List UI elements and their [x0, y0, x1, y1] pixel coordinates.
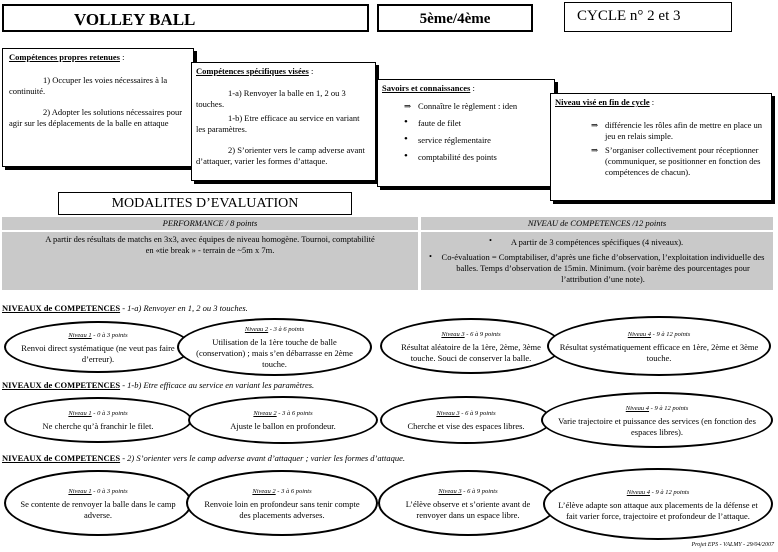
savoirs-title: Savoirs et connaissances — [382, 83, 471, 93]
competences-propres-item-2: 2) Adopter les solutions nécessaires pour agir sur les déplacements de la balle en attaque — [9, 107, 183, 128]
level-points: - 3 à 6 points — [268, 326, 305, 333]
niveau-vise-item: ⇒ différencie les rôles afin de mettre en place un jeu en relais simple. — [589, 120, 767, 142]
row-heading-1a — [2, 303, 248, 314]
level-text: Se contente de renvoyer la balle dans le camp adverse. — [20, 498, 176, 520]
competences-specifiques-item-2: 1-b) Etre efficace au service en variant les paramètres. — [196, 113, 360, 134]
heading-bold: NIVEAUX de COMPETENCES — [2, 303, 121, 313]
colon: : — [119, 52, 125, 62]
level-points: - 9 à 12 points — [650, 488, 690, 496]
level-text: Résultat systématiquement efficace en 1ère, 2ème et 3ème touche. — [559, 341, 759, 363]
page-title: VOLLEY BALL — [74, 10, 196, 29]
row-heading-2 — [2, 453, 405, 464]
level-text: L’élève adapte son attaque aux placements de la défense et fait varier force, trajectoire et profondeur de l’attaque. — [558, 499, 758, 521]
level-label: Niveau 3 — [441, 330, 465, 338]
competences-text-panel — [421, 232, 773, 290]
level-label: Niveau 2 — [253, 410, 277, 417]
savoirs-box — [377, 79, 555, 187]
level-ellipse-1b-2 — [188, 396, 378, 444]
competences-specifiques-item-3: 2) S’orienter vers le camp adverse avant d’attaquer, varier les formes d’attaque. — [196, 145, 365, 166]
level-label: Niveau 1 — [68, 487, 92, 495]
level-label: Niveau 2 — [244, 326, 269, 333]
row-heading-1b — [2, 380, 314, 391]
level-ellipse-1a-1 — [4, 321, 192, 373]
heading-rest: - 2) S’orienter vers le camp adverse avant d’attaquer ; varier les formes d’attaque. — [120, 453, 405, 463]
level-ellipse-1b-3 — [380, 396, 552, 444]
level-text: L’élève observe et s’oriente avant de renvoyer dans un espace libre. — [405, 498, 531, 520]
level-points: - 6 à 9 points — [464, 330, 501, 338]
heading-rest: - 1-a) Renvoyer en 1, 2 ou 3 touches. — [120, 303, 248, 313]
level-text: Renvoi direct systématique (ne veut pas faire d’erreur). — [21, 342, 175, 364]
competences-specifiques-title: Compétences spécifiques visées — [196, 66, 309, 76]
level-points: - 9 à 12 points — [649, 404, 689, 412]
level-label: Niveau 4 — [627, 330, 652, 338]
niveau-vise-title: Niveau visé en fin de cycle — [555, 97, 650, 107]
competences-propres-box — [2, 48, 194, 167]
level-ellipse-1b-4 — [541, 392, 773, 448]
level-text: Ne cherche qu’à franchir le filet. — [42, 421, 154, 431]
level-points: - 0 à 3 points — [91, 331, 128, 339]
savoirs-bullet: • comptabilité des points — [400, 152, 550, 163]
class-level: 5ème/4ème — [419, 11, 491, 27]
arrow-icon: ⇒ — [404, 101, 412, 111]
bullet-icon: • — [429, 251, 432, 261]
level-ellipse-1a-2 — [177, 318, 372, 376]
bullet-icon: • — [489, 235, 492, 245]
competences-bullet-1: A partir de 3 compétences spécifiques (4 niveaux). — [510, 237, 684, 247]
level-label: Niveau 4 — [625, 404, 650, 412]
heading-rest: - 1-b) Etre efficace au service en variant les paramètres. — [120, 380, 315, 390]
level-label: Niveau 1 — [68, 410, 92, 417]
performance-text-panel — [2, 232, 418, 290]
competences-header: NIVEAU de COMPETENCES /12 points — [421, 217, 773, 230]
level-label: Niveau 3 — [438, 487, 462, 495]
modalites-title: MODALITES D’EVALUATION — [111, 196, 299, 211]
level-text: Renvoie loin en profondeur sans tenir compte des placements adverses. — [204, 498, 360, 520]
modalites-title-box — [58, 192, 352, 215]
performance-header: PERFORMANCE / 8 points — [2, 217, 418, 230]
level-box — [377, 4, 533, 32]
footer-credit: Projet EPS - VALMY - 29/04/2007 — [691, 542, 774, 548]
competences-propres-item-1: 1) Occuper les voies nécessaires à la continuité. — [9, 75, 168, 96]
niveau-vise-item: ⇒ S’organiser collectivement pour réceptionner (communiquer, se positionner en fonction des compétences de chacun). — [589, 145, 767, 178]
competences-specifiques-item-1: 1-a) Renvoyer la balle en 1, 2 ou 3 touches. — [196, 88, 346, 109]
level-points: - 9 à 12 points — [651, 330, 691, 338]
level-points: - 3 à 6 points — [276, 410, 313, 417]
level-ellipse-2-1 — [4, 470, 192, 536]
level-text: Résultat aléatoire de la 1ère, 2ème, 3ème touche. Souci de conserver la balle. — [401, 341, 541, 363]
level-points: - 0 à 3 points — [91, 410, 128, 417]
performance-text: A partir des résultats de matchs en 3x3, avec équipes de niveau homogène. Tournoi, comptabilité en «tie break » - terrain de ~5m x 7m. — [45, 234, 375, 255]
level-points: - 0 à 3 points — [91, 487, 128, 495]
savoirs-bullet: • service réglementaire — [400, 135, 550, 146]
level-label: Niveau 2 — [252, 487, 276, 495]
heading-bold: NIVEAUX de COMPETENCES — [2, 453, 121, 463]
competences-propres-title: Compétences propres retenues — [9, 52, 120, 62]
level-ellipse-1a-4 — [547, 316, 771, 376]
level-label: Niveau 1 — [68, 331, 92, 339]
level-points: - 6 à 9 points — [461, 487, 498, 495]
level-label: Niveau 4 — [626, 488, 651, 496]
level-text: Cherche et vise des espaces libres. — [407, 421, 525, 431]
title-box — [2, 4, 369, 32]
level-points: - 6 à 9 points — [459, 410, 496, 417]
level-text: Ajuste le ballon en profondeur. — [230, 421, 336, 431]
level-label: Niveau 3 — [436, 410, 460, 417]
cycle-label: CYCLE n° 2 et 3 — [577, 8, 681, 24]
level-text: Varie trajectoire et puissance des services (en fonction des espaces libres). — [558, 415, 756, 437]
colon: : — [308, 66, 314, 76]
level-ellipse-1b-1 — [4, 397, 192, 443]
cycle-box — [564, 2, 732, 32]
heading-bold: NIVEAUX de COMPETENCES — [2, 380, 121, 390]
competences-bullet-2: Co-évaluation = Comptabiliser, d’après une fiche d’observation, l’exploitation individuelle des balles. Temps d’observation de 15min. Minimum. (voir barème des pourcentages pour l’attribution d’une note). — [441, 252, 765, 284]
level-ellipse-1a-3 — [380, 318, 562, 374]
level-ellipse-2-2 — [186, 470, 378, 536]
level-text: Utilisation de la 1ère touche de balle (conservation) ; mais s’en débarrasse en 2ème touche. — [196, 337, 353, 369]
level-points: - 3 à 6 points — [275, 487, 312, 495]
colon: : — [470, 83, 475, 93]
savoirs-bullet: • faute de filet — [400, 118, 550, 129]
niveau-vise-box — [550, 93, 772, 201]
competences-specifiques-box — [191, 62, 376, 181]
level-ellipse-2-4 — [543, 468, 773, 540]
colon: : — [649, 97, 655, 107]
level-ellipse-2-3 — [378, 470, 558, 536]
savoirs-arrow-item: Connaître le règlement : iden — [418, 101, 518, 111]
